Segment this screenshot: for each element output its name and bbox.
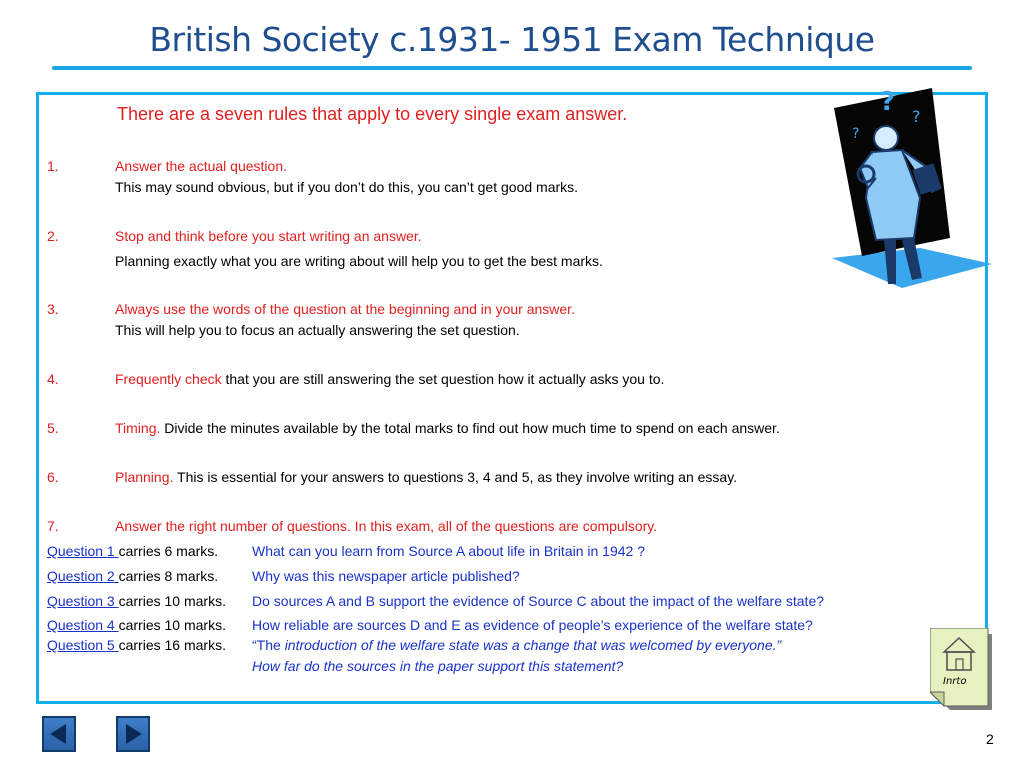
- quote-italic: introduction of the welfare state was a change that was welcomed by everyone.”: [284, 637, 782, 653]
- rule-number: 7.: [47, 518, 59, 534]
- question-3-link[interactable]: Question 3: [47, 593, 119, 609]
- question-marks: carries 10 marks.: [118, 593, 226, 609]
- question-marks: carries 16 marks.: [118, 637, 226, 653]
- rule-detail: This will help you to focus an actually answering the set question.: [115, 322, 520, 338]
- previous-slide-button[interactable]: [42, 716, 76, 752]
- rule-detail: This may sound obvious, but if you don’t do this, you can’t get good marks.: [115, 179, 579, 195]
- question-1-link[interactable]: Question 1: [47, 543, 119, 559]
- rule-heading: Timing.: [115, 420, 161, 436]
- question-row: [47, 541, 646, 562]
- rule-number: 6.: [47, 469, 59, 485]
- left-arrow-icon: [44, 718, 74, 750]
- slide-title: British Society c.1931- 1951 Exam Technique: [149, 20, 875, 59]
- question-row: [47, 635, 782, 674]
- rule-text: that you are still answering the set question how it actually asks you to.: [221, 371, 665, 387]
- thinking-scientist-clipart: [832, 88, 992, 296]
- question-2-link[interactable]: Question 2: [47, 568, 119, 584]
- home-button-label[interactable]: Inrto: [943, 676, 967, 687]
- right-arrow-icon: [118, 718, 148, 750]
- question-text: Why was this newspaper article published?: [252, 568, 520, 584]
- question-text: [252, 635, 781, 677]
- rule-detail: Planning exactly what you are writing about will help you to get the best marks.: [115, 253, 603, 269]
- rule-number: 5.: [47, 420, 59, 436]
- svg-text:?: ?: [852, 126, 860, 142]
- rule-text: This is essential for your answers to questions 3, 4 and 5, as they involve writing an essay.: [173, 469, 738, 485]
- intro-text: There are a seven rules that apply to every single exam answer.: [117, 104, 628, 124]
- question-4-link[interactable]: Question 4: [47, 617, 119, 633]
- question-5-link[interactable]: Question 5: [47, 637, 119, 653]
- rule-number: 3.: [47, 301, 59, 317]
- rule-heading: Answer the right number of questions. In this exam, all of the questions are compulsory.: [115, 518, 658, 534]
- question-text: Do sources A and B support the evidence of Source C about the impact of the welfare state?: [252, 593, 825, 609]
- home-intro-button[interactable]: [930, 628, 992, 710]
- rule-heading: Frequently check: [115, 371, 222, 387]
- question-row: [47, 566, 520, 587]
- question-row: [47, 591, 825, 612]
- svg-text:?: ?: [880, 88, 896, 117]
- rule-heading: Answer the actual question.: [115, 158, 287, 174]
- question-marks: carries 8 marks.: [118, 568, 219, 584]
- question-text: What can you learn from Source A about life in Britain in 1942 ?: [252, 543, 646, 559]
- question-text: How reliable are sources D and E as evidence of people’s experience of the welfare state?: [252, 617, 813, 633]
- rule-heading: Always use the words of the question at the beginning and in your answer.: [115, 301, 575, 317]
- rule-text: Divide the minutes available by the total marks to find out how much time to spend on each answer.: [160, 420, 780, 436]
- question-marks: carries 6 marks.: [118, 543, 219, 559]
- question-marks: carries 10 marks.: [118, 617, 226, 633]
- next-slide-button[interactable]: [116, 716, 150, 752]
- rule-heading: Stop and think before you start writing an answer.: [115, 228, 422, 244]
- rule-number: 4.: [47, 371, 59, 387]
- title-underline: [52, 66, 972, 70]
- quote-prefix: “The: [252, 637, 285, 653]
- svg-text:?: ?: [912, 107, 921, 126]
- quote-question: How far do the sources in the paper support this statement?: [252, 658, 624, 674]
- rule-number: 1.: [47, 158, 59, 174]
- question-row: [47, 615, 813, 636]
- page-number: 2: [986, 731, 994, 747]
- rule-number: 2.: [47, 228, 59, 244]
- rule-heading: Planning.: [115, 469, 174, 485]
